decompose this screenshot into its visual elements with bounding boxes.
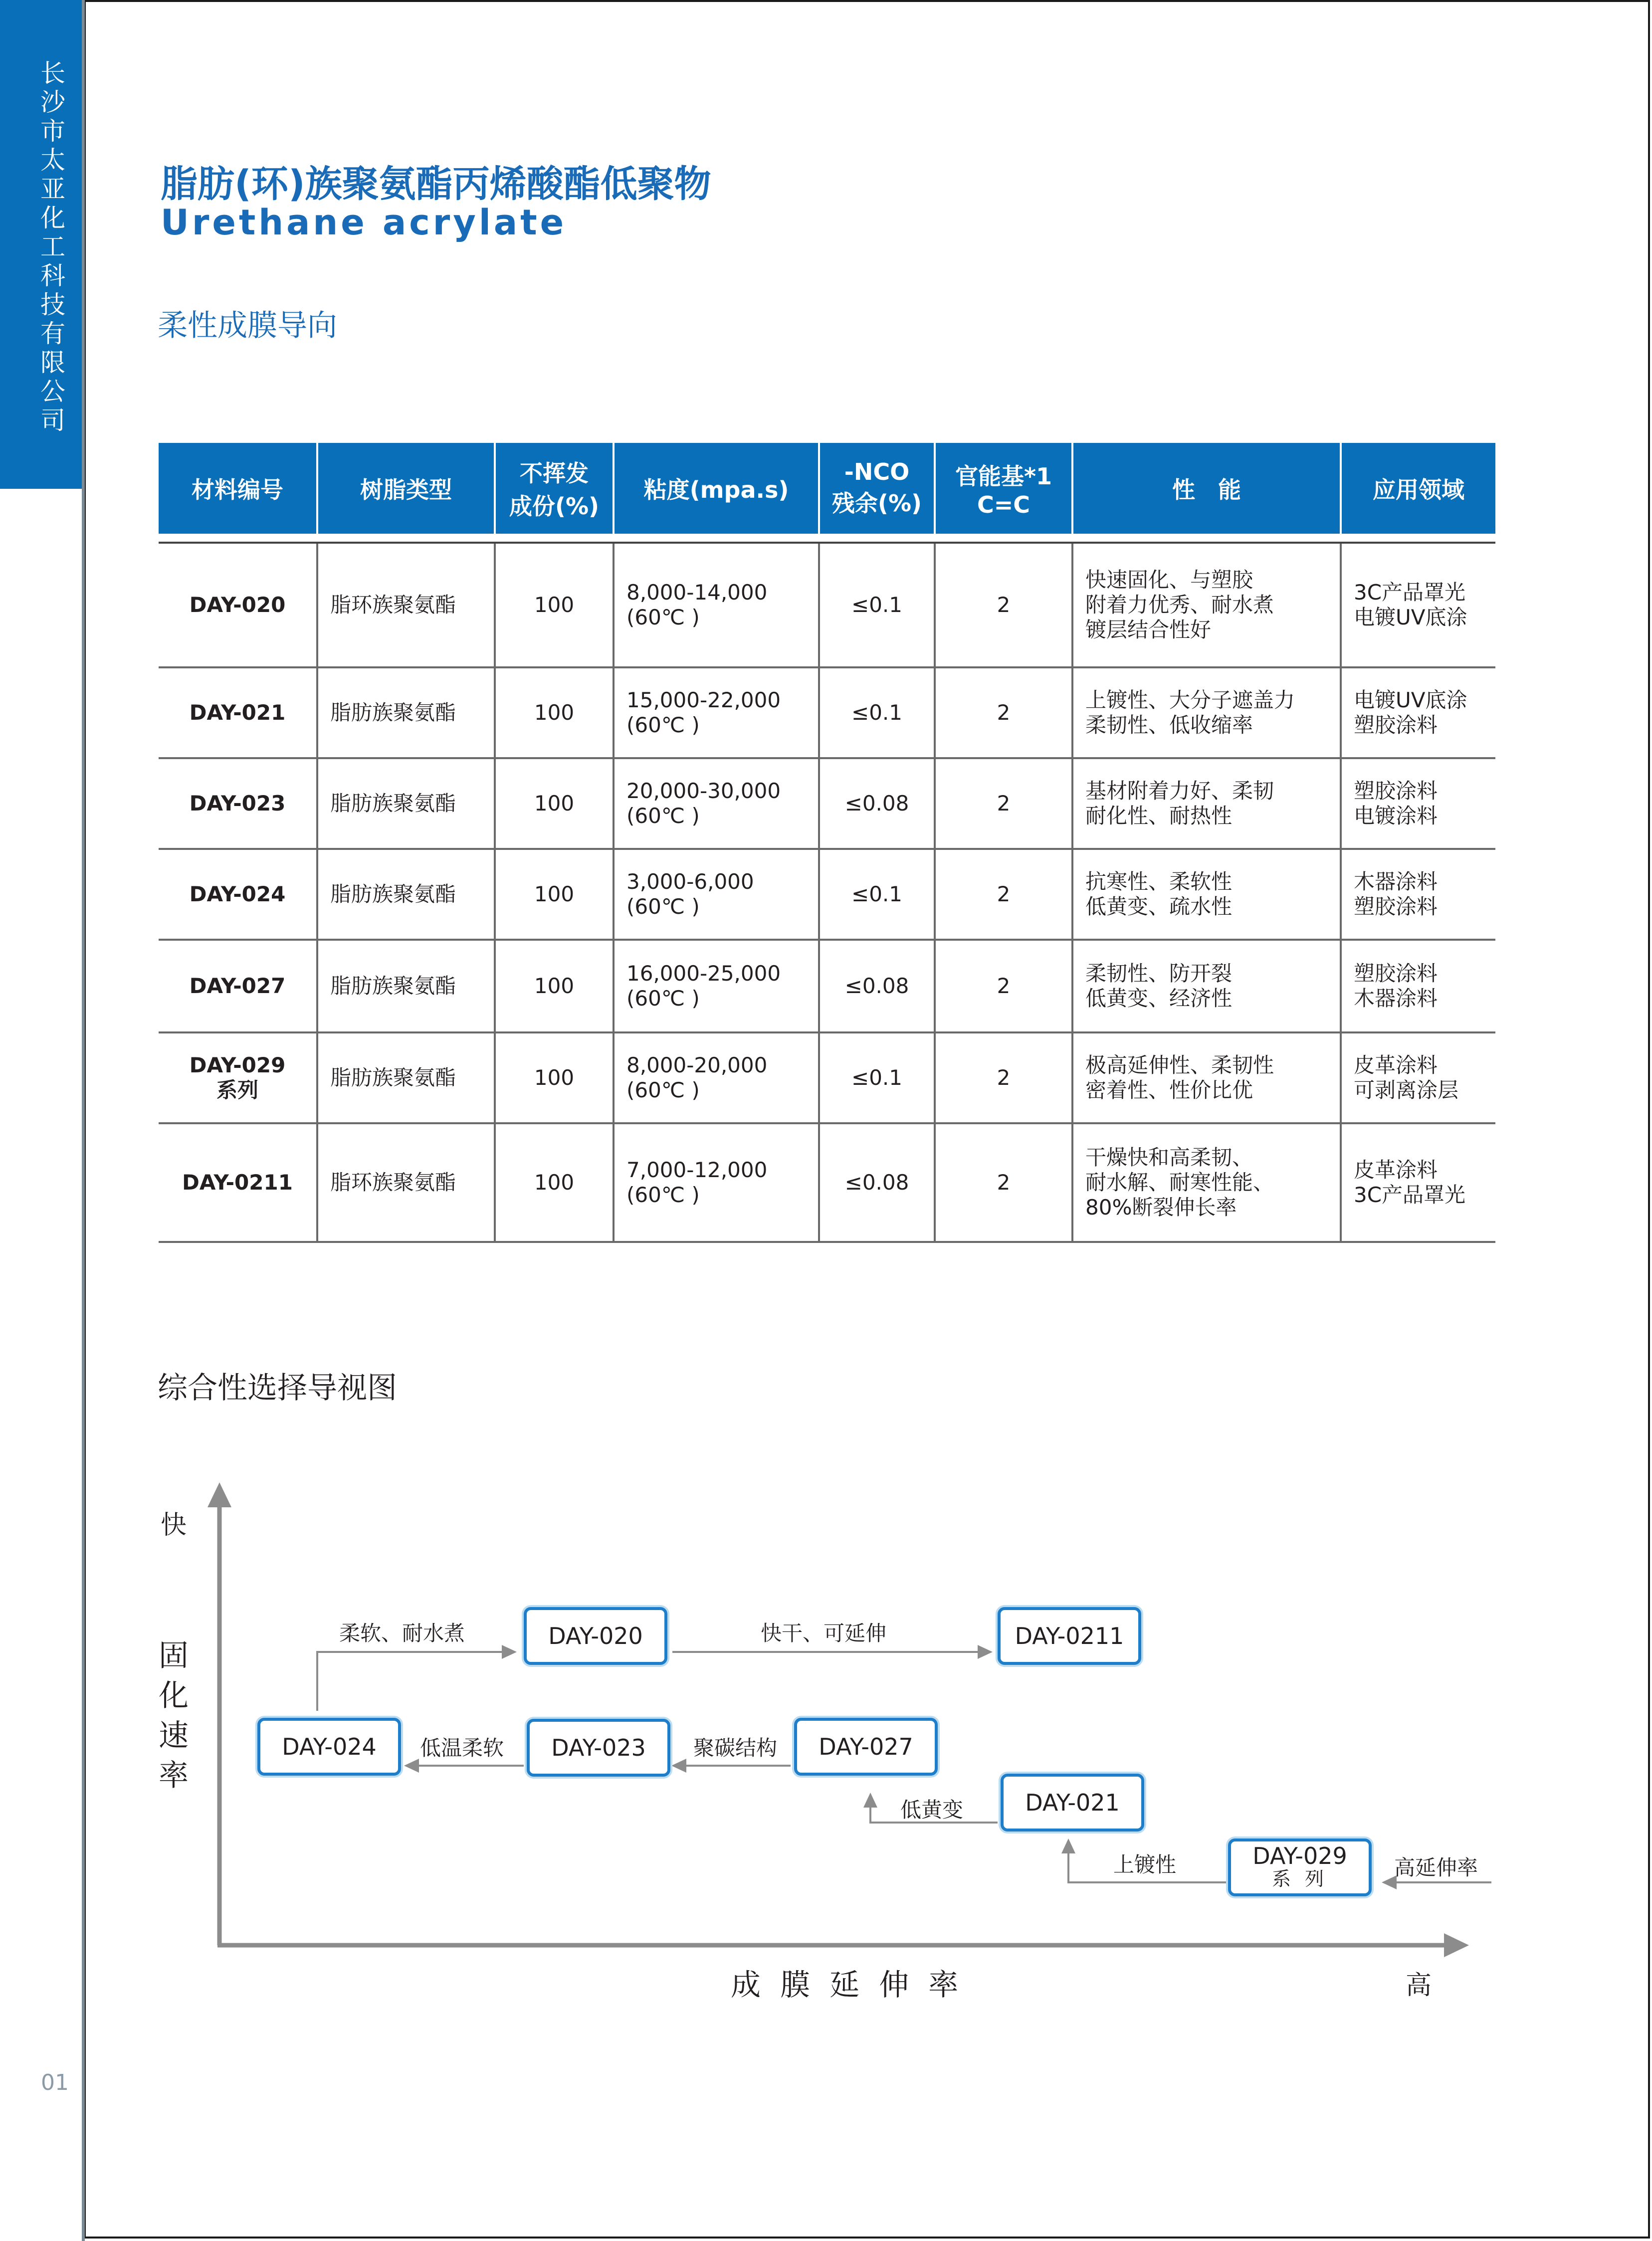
table-cell-func: 2	[935, 667, 1072, 758]
table-cell-line: 耐化性、耐热性	[1085, 804, 1233, 828]
table-cell-line: (60℃ )	[626, 804, 700, 828]
table-cell-line: (60℃ )	[626, 1078, 700, 1102]
table-cell-solids: 100	[495, 758, 614, 849]
table-header-text: 材料编号	[192, 476, 283, 503]
x-axis-label: 成 膜 延 伸 率	[731, 1968, 964, 2003]
table-cell-type: 脂肪族聚氨酯	[317, 1032, 495, 1123]
table-cell-line: 低黄变、经济性	[1085, 986, 1233, 1011]
table-cell-line: 皮革涂料	[1354, 1053, 1438, 1077]
table-cell-nco: ≤0.08	[819, 758, 935, 849]
table-cell-line: 基材附着力好、柔韧	[1085, 779, 1274, 803]
table-cell-line: 木器涂料	[1354, 986, 1438, 1011]
table-cell-line: 耐水解、耐寒性能、	[1085, 1170, 1274, 1195]
table-cell-line: DAY-020	[189, 593, 286, 617]
table-header-text: -NCO	[844, 458, 910, 485]
table-cell-func: 2	[935, 849, 1072, 940]
table-cell-line: (60℃ )	[626, 605, 700, 629]
table-cell-nco: ≤0.1	[819, 849, 935, 940]
table-cell-nco: ≤0.08	[819, 940, 935, 1032]
table-cell-line: 8,000-20,000	[626, 1053, 768, 1077]
arrowhead-023	[671, 1759, 686, 1773]
table-cell-func: 2	[935, 1032, 1072, 1123]
node-day-029-code: DAY-029	[1252, 1842, 1347, 1869]
y-axis	[207, 1482, 231, 1945]
table-cell-line: 20,000-30,000	[626, 779, 781, 803]
table-cell-line: 3,000-6,000	[626, 869, 754, 894]
page-title-english: Urethane acrylate	[161, 202, 567, 243]
page-number: 01	[41, 2070, 69, 2095]
table-cell-func: 2	[935, 758, 1072, 849]
table-cell-type: 脂肪族聚氨酯	[317, 849, 495, 940]
table-cell-func: 2	[935, 544, 1072, 667]
table-cell-nco: ≤0.1	[819, 1032, 935, 1123]
table-cell-line: 3C产品罩光	[1354, 1183, 1466, 1207]
table-cell-line: (60℃ )	[626, 894, 700, 919]
table-cell-solids: 100	[495, 1123, 614, 1242]
table-cell-nco: ≤0.08	[819, 1123, 935, 1242]
table-cell-line: DAY-021	[189, 700, 286, 725]
table-cell-func: 2	[935, 940, 1072, 1032]
y-axis-char: 率	[159, 1758, 189, 1793]
edge-label-027-023: 聚碳结构	[693, 1736, 778, 1760]
table-header-text: 官能基*1	[955, 463, 1052, 490]
table-cell-line: 低黄变、疏水性	[1085, 894, 1233, 919]
table-cell-line: DAY-027	[189, 974, 286, 998]
table-cell-type: 脂环族聚氨酯	[317, 1123, 495, 1242]
node-day-029-series: 系 列	[1271, 1868, 1328, 1890]
table-cell-nco: ≤0.1	[819, 667, 935, 758]
table-cell-line: 7,000-12,000	[626, 1158, 768, 1182]
arrowhead-020	[502, 1645, 517, 1659]
table-header-text: 树脂类型	[360, 476, 452, 503]
table-cell-nco: ≤0.1	[819, 544, 935, 667]
table-cell-line: 快速固化、与塑胶	[1085, 568, 1253, 592]
table-cell-line: 8,000-14,000	[626, 580, 768, 605]
table-header-text: 性 能	[1172, 476, 1241, 503]
company-name: 长沙市太亚化工科技有限公司	[36, 60, 65, 436]
table-cell-line: (60℃ )	[626, 986, 700, 1011]
table-cell-line: 密着性、性价比优	[1085, 1078, 1253, 1102]
table-cell-line: 3C产品罩光	[1354, 580, 1466, 605]
edge-label-029-021: 上镀性	[1113, 1852, 1177, 1877]
section-subtitle: 柔性成膜导向	[158, 308, 337, 343]
table-cell-line: DAY-029	[189, 1053, 286, 1077]
table-header-text: 粘度(mpa.s)	[643, 476, 789, 503]
y-axis-top-label: 快	[161, 1510, 187, 1540]
table-cell-line: 16,000-25,000	[626, 961, 781, 986]
node-day-020[interactable]: DAY-020	[524, 1607, 667, 1665]
x-axis	[217, 1933, 1469, 1957]
arrowhead-027	[863, 1793, 877, 1808]
table-cell-line: 抗寒性、柔软性	[1085, 869, 1233, 894]
arrowhead-024	[404, 1759, 419, 1773]
table-cell-line: 皮革涂料	[1354, 1158, 1438, 1182]
table-cell-solids: 100	[495, 667, 614, 758]
table-cell-line: (60℃ )	[626, 1183, 700, 1207]
table-cell-solids: 100	[495, 544, 614, 667]
table-cell-line: 塑胶涂料	[1354, 894, 1438, 919]
table-cell-line: 镀层结合性好	[1085, 617, 1212, 642]
table-cell-line: 可剥离涂层	[1354, 1078, 1459, 1102]
table-cell-line: 木器涂料	[1354, 869, 1438, 894]
table-cell-line: DAY-023	[189, 791, 286, 815]
node-day-021[interactable]: DAY-021	[1001, 1774, 1144, 1832]
table-cell-solids: 100	[495, 1032, 614, 1123]
table-cell-line: 上镀性、大分子遮盖力	[1085, 688, 1295, 712]
table-cell-line: 电镀UV底涂	[1354, 605, 1467, 629]
table-cell-line: 电镀涂料	[1354, 804, 1438, 828]
node-day-023[interactable]: DAY-023	[527, 1719, 670, 1777]
node-day-029[interactable]	[1228, 1838, 1372, 1896]
table-header-text: 不挥发	[520, 460, 589, 487]
table-cell-solids: 100	[495, 849, 614, 940]
guide-title: 综合性选择导视图	[158, 1371, 397, 1406]
edge-024-020	[317, 1652, 504, 1711]
table-cell-func: 2	[935, 1123, 1072, 1242]
edge-label-in-029: 高延伸率	[1394, 1855, 1478, 1880]
page-title: 脂肪(环)族聚氨酯丙烯酸酯低聚物	[161, 163, 711, 205]
edge-label-023-024: 低温柔软	[420, 1736, 504, 1760]
edge-label-024-020: 柔软、耐水煮	[339, 1621, 465, 1645]
table-cell-line: 柔韧性、防开裂	[1085, 961, 1233, 986]
table-cell-line: 柔韧性、低收缩率	[1085, 713, 1253, 737]
node-day-024[interactable]: DAY-024	[257, 1718, 401, 1776]
table-header-text: 应用领域	[1373, 476, 1464, 503]
table-cell-type: 脂肪族聚氨酯	[317, 758, 495, 849]
table-cell-line: DAY-024	[189, 882, 286, 906]
y-axis-char: 固	[159, 1638, 189, 1673]
x-axis-end-label: 高	[1406, 1971, 1432, 2001]
table-cell-line: 塑胶涂料	[1354, 961, 1438, 986]
table-cell-line: 塑胶涂料	[1354, 779, 1438, 803]
table-cell-line: 80%断裂伸长率	[1085, 1195, 1237, 1220]
table-cell-line: 极高延伸性、柔韧性	[1085, 1053, 1274, 1077]
table-cell-line: DAY-0211	[182, 1170, 293, 1195]
table-cell-type: 脂环族聚氨酯	[317, 544, 495, 667]
arrowhead-021	[1061, 1838, 1075, 1853]
table-header-text: 成份(%)	[509, 493, 600, 520]
table-cell-solids: 100	[495, 940, 614, 1032]
table-cell-line: (60℃ )	[626, 713, 700, 737]
edge-label-020-0211: 快干、可延伸	[761, 1621, 887, 1645]
table-header-text: C=C	[977, 491, 1031, 518]
table-cell-line: 15,000-22,000	[626, 688, 781, 712]
table-cell-line: 附着力优秀、耐水煮	[1085, 593, 1274, 617]
table-cell-line: 电镀UV底涂	[1354, 688, 1467, 712]
node-day-027[interactable]: DAY-027	[794, 1718, 938, 1776]
y-axis-char: 速	[159, 1718, 189, 1753]
table-cell-line: 塑胶涂料	[1354, 713, 1438, 737]
table-header-text: 残余(%)	[831, 490, 922, 517]
arrowhead-0211	[978, 1645, 993, 1659]
node-day-0211[interactable]: DAY-0211	[998, 1607, 1141, 1665]
edge-label-021-027: 低黄变	[900, 1798, 964, 1822]
table-cell-line: 系列	[216, 1078, 258, 1102]
table-cell-type: 脂肪族聚氨酯	[317, 940, 495, 1032]
y-axis-char: 化	[159, 1678, 189, 1713]
table-cell-type: 脂肪族聚氨酯	[317, 667, 495, 758]
table-cell-line: 干燥快和高柔韧、	[1085, 1145, 1253, 1170]
y-axis-label	[159, 1636, 194, 1796]
